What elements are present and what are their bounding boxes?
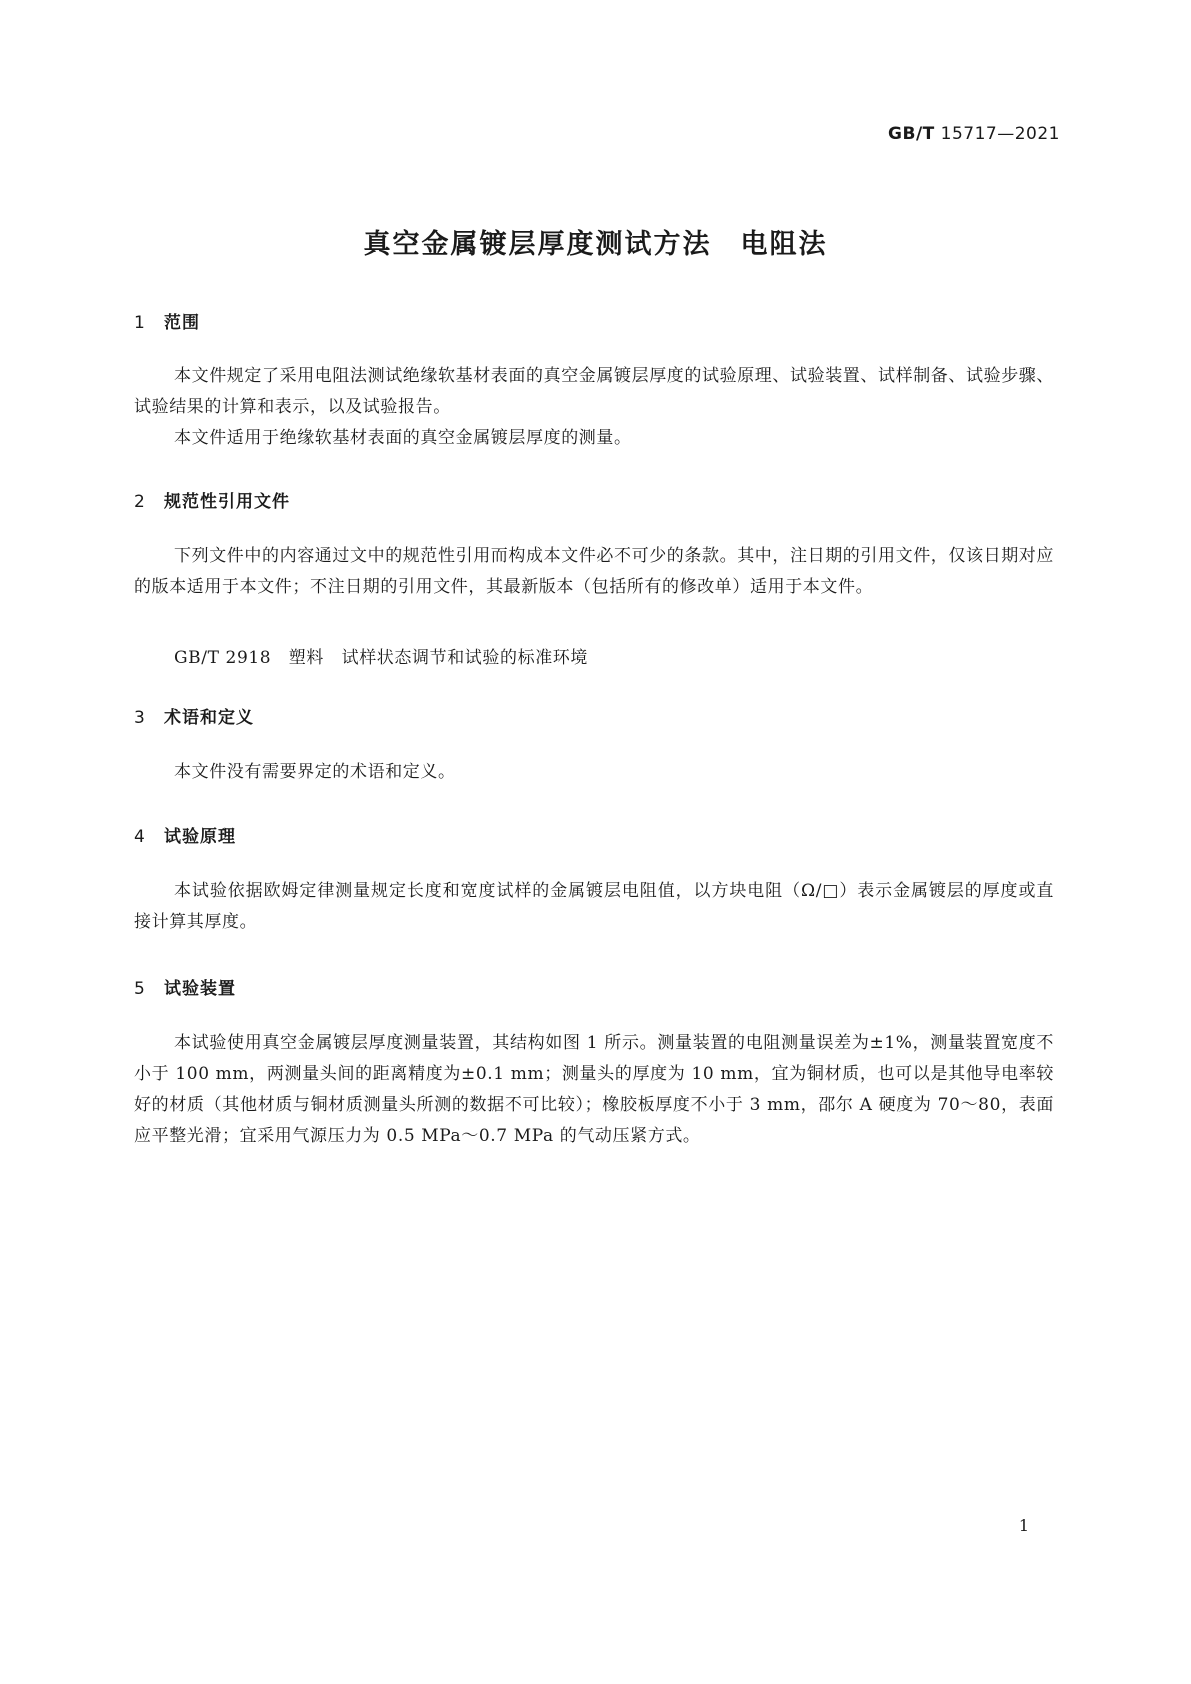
section-3-paragraph-1: 本文件没有需要界定的术语和定义。 (174, 762, 456, 782)
section-3-title: 术语和定义 (164, 708, 254, 728)
section-4-title: 试验原理 (164, 827, 236, 847)
section-2-heading (134, 487, 290, 512)
section-5-number: 5 (134, 979, 146, 999)
normative-reference-item: GB/T 2918 塑料 试样状态调节和试验的标准环境 (174, 648, 589, 668)
section-3-number: 3 (134, 708, 146, 728)
section-4-paragraph-1: 本试验依据欧姆定律测量规定长度和宽度试样的金属镀层电阻值，以方块电阻（Ω/□）表示金属镀层的厚度或直接计算其厚度。 (134, 881, 1054, 932)
section-4-number: 4 (134, 827, 146, 847)
section-4-heading (134, 822, 236, 847)
document-title: 真空金属镀层厚度测试方法 电阻法 (363, 229, 828, 260)
standard-code (888, 124, 1060, 144)
section-1-paragraph-1: 本文件规定了采用电阻法测试绝缘软基材表面的真空金属镀层厚度的试验原理、试验装置、试样制备、试验步骤、试验结果的计算和表示，以及试验报告。 (134, 366, 1054, 417)
section-5-title: 试验装置 (164, 979, 236, 999)
section-1-title: 范围 (164, 313, 200, 333)
section-2-title: 规范性引用文件 (164, 492, 290, 512)
page-number: 1 (1018, 1516, 1029, 1535)
section-5-paragraph-1: 本试验使用真空金属镀层厚度测量装置，其结构如图 1 所示。测量装置的电阻测量误差为±1%，测量装置宽度不小于 100 mm，两测量头间的距离精度为±0.1 mm；测量头的厚度为 10 mm，宜为铜材质，也可以是其他导电率较好的材质（其他材质与铜材质测量头所测的数据不可比较）；橡胶板厚度不小于 3 mm，邵尔 A 硬度为 70～80，表面应平整光滑；宜采用气源压力为 0.5 MPa～0.7 MPa 的气动压紧方式。 (134, 1033, 1054, 1146)
section-2-number: 2 (134, 492, 146, 512)
section-2-paragraph-1: 下列文件中的内容通过文中的规范性引用而构成本文件必不可少的条款。其中，注日期的引用文件，仅该日期对应的版本适用于本文件；不注日期的引用文件，其最新版本（包括所有的修改单）适用于本文件。 (134, 546, 1054, 597)
section-5-heading (134, 974, 236, 999)
section-1-heading (134, 308, 200, 333)
section-3-heading (134, 703, 254, 728)
section-1-number: 1 (134, 313, 146, 333)
standard-code-number: 15717—2021 (940, 124, 1060, 144)
standard-code-prefix: GB/T (888, 124, 935, 144)
section-1-paragraph-2: 本文件适用于绝缘软基材表面的真空金属镀层厚度的测量。 (174, 428, 632, 448)
